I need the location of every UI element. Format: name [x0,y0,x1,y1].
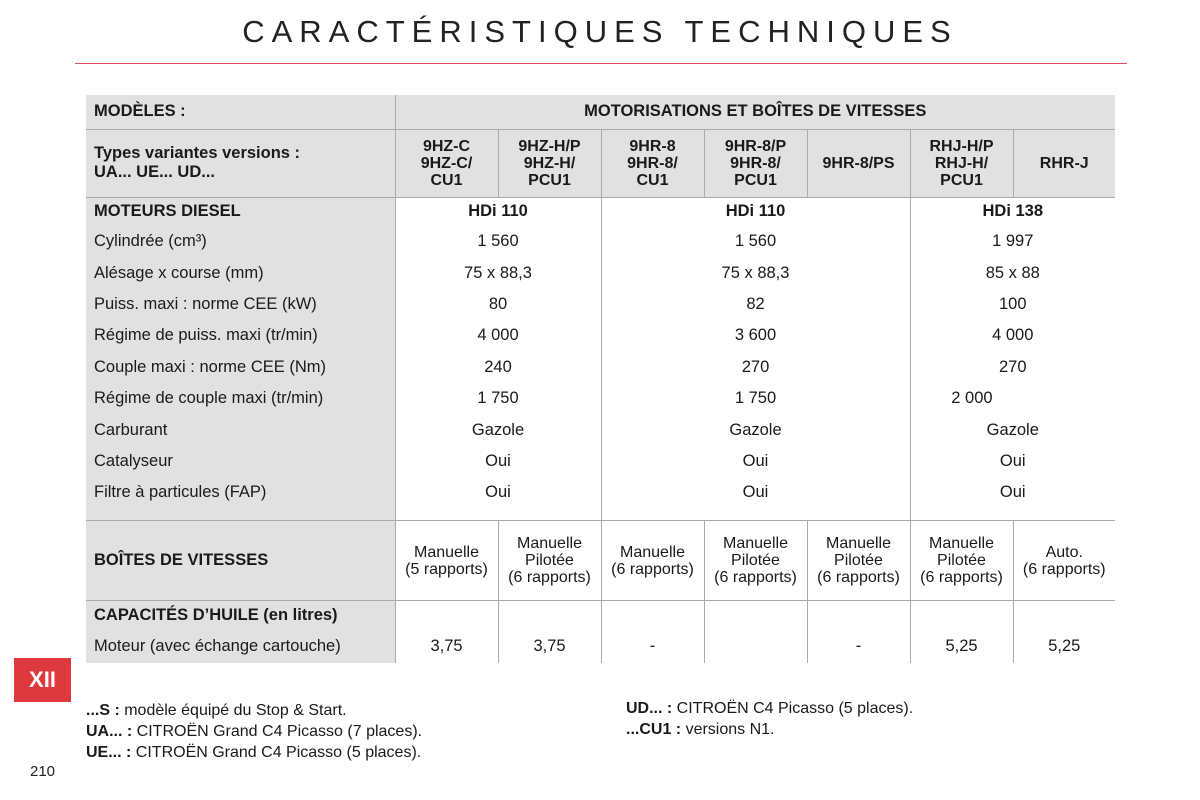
gearbox-line: Manuelle [620,543,685,561]
gearbox-line: (5 rapports) [405,560,488,578]
table-row [86,226,1115,257]
variant-line: 9HR-8/P [724,137,787,155]
row-label: Alésage x course (mm) [86,257,395,288]
page-title: CARACTÉRISTIQUES TECHNIQUES [242,14,958,49]
variant-cell [910,129,1013,197]
table-row [86,446,1115,477]
gearbox-line: Manuelle [826,535,891,553]
gearbox-line: Pilotée [937,552,986,570]
gearbox-line: Manuelle [414,543,479,561]
gearbox-cell [498,521,601,601]
gearbox-line: Manuelle [929,535,994,553]
variant-line: CU1 [636,171,669,189]
variant-line: 9HZ-C [422,137,471,155]
note-line [86,721,422,742]
variant-line: 9HR-8/ [627,154,678,172]
row-value: Gazole [986,420,1039,439]
table-row [86,477,1115,508]
engine-name: HDi 110 [601,197,910,226]
row-value: 75 x 88,3 [395,257,601,288]
gearbox-line: (6 rapports) [817,569,900,587]
row-label: Régime de couple maxi (tr/min) [86,383,395,414]
types-label-line2: UA... UE... UD... [94,163,216,181]
note-text: CITROËN Grand C4 Picasso (7 places). [132,723,423,740]
note-key: UA... : [86,723,133,740]
row-label: Filtre à particules (FAP) [86,477,395,508]
row-value: Oui [999,451,1026,470]
note-text: CITROËN C4 Picasso (5 places). [672,700,914,717]
oil-value: - [807,631,910,663]
oil-value: - [601,631,704,663]
engine-name: HDi 110 [395,197,601,226]
row-value: 1 560 [395,226,601,257]
note-key: UE... : [86,744,132,761]
row-value: Oui [395,477,601,508]
variant-line: 9HZ-H/ [523,154,576,172]
page-number: 210 [30,763,56,780]
variant-line: RHJ-H/P [929,137,994,155]
table-row [86,289,1115,320]
oil-value: 5,25 [910,631,1013,663]
gearbox-cell [910,521,1013,601]
row-value: 75 x 88,3 [601,257,910,288]
oil-row-label: Moteur (avec échange cartouche) [86,631,395,663]
variant-line: 9HR-8/ [730,154,781,172]
variant-line: PCU1 [940,171,983,189]
note-key: UD... : [626,700,673,717]
row-value: 4 000 [395,320,601,351]
note-line [86,700,422,721]
table-row [86,320,1115,351]
types-label-line1: Types variantes versions : [94,144,301,162]
row-value: 270 [601,352,910,383]
note-text: modèle équipé du Stop & Start. [119,702,347,719]
row-label: Régime de puiss. maxi (tr/min) [86,320,395,351]
row-value: Oui [601,477,910,508]
gearbox-label: BOÎTES DE VITESSES [86,521,395,601]
row-value: Oui [999,483,1026,502]
row-value: 4 000 [992,326,1034,345]
row-label: Catalyseur [86,446,395,477]
notes-right [626,698,913,740]
couple-split-cell [910,383,1115,414]
technical-specs-table [86,95,1115,663]
variant-cell [601,129,704,197]
gearbox-line: Auto. [1045,543,1083,561]
gearbox-line: (6 rapports) [920,569,1003,587]
diesel-engines-label: MOTEURS DIESEL [86,197,395,226]
row-value: 100 [998,294,1027,313]
variant-cell [807,129,910,197]
note-text: versions N1. [681,721,775,738]
oil-value: 3,75 [498,631,601,663]
row-label: Couple maxi : norme CEE (Nm) [86,352,395,383]
gearbox-row [86,521,1115,601]
row-value: 270 [998,357,1027,376]
note-text: CITROËN Grand C4 Picasso (5 places). [131,744,422,761]
table-row [86,257,1115,288]
row-value: Gazole [395,414,601,445]
row-value: Gazole [601,414,910,445]
oil-value: 5,25 [1048,637,1081,656]
gearbox-line: (6 rapports) [1022,560,1106,578]
gearbox-cell [1013,521,1115,601]
variant-cell [395,129,498,197]
row-value: 1 750 [601,383,910,414]
row-value: Oui [601,446,910,477]
note-key: ...S : [86,702,120,719]
row-value: 3 600 [601,320,910,351]
row-value: 1 560 [601,226,910,257]
variant-line: 9HR-8/PS [822,154,895,172]
notes-left [86,700,422,763]
gearbox-line: (6 rapports) [611,560,694,578]
note-line [86,742,422,763]
variant-cell [704,129,807,197]
motorisations-header: MOTORISATIONS ET BOÎTES DE VITESSES [395,95,1115,129]
title-divider [75,63,1127,64]
row-value: 82 [601,289,910,320]
row-value: 80 [395,289,601,320]
variant-line: PCU1 [734,171,777,189]
variant-line: 9HZ-H/P [518,137,581,155]
variant-line: 9HZ-C/ [420,154,473,172]
oil-value: 3,75 [395,631,498,663]
variant-line: PCU1 [528,171,571,189]
types-label [86,129,395,197]
oil-value [704,631,807,663]
models-label: MODÈLES : [86,95,395,129]
row-label: Puiss. maxi : norme CEE (kW) [86,289,395,320]
gearbox-cell [807,521,910,601]
gearbox-line: Pilotée [525,552,574,570]
row-value: 1 997 [992,232,1034,251]
oil-row [86,631,1115,663]
note-line [626,698,913,719]
gearbox-cell [601,521,704,601]
row-value: 2 000 [951,389,993,408]
gearbox-line: (6 rapports) [508,569,591,587]
gearbox-line: Manuelle [517,535,582,553]
row-value: 85 x 88 [985,263,1040,282]
table-row [86,383,1115,414]
note-line [626,719,913,740]
gearbox-line: (6 rapports) [714,569,797,587]
gearbox-line: Pilotée [731,552,780,570]
row-value: Oui [395,446,601,477]
variant-line: RHJ-H/ [934,154,989,172]
engine-name: HDi 138 [982,202,1044,221]
row-value: 1 750 [395,383,601,414]
variant-line: RHR-J [1039,154,1089,172]
row-value: 240 [395,352,601,383]
variant-line: 9HR-8 [629,137,676,155]
oil-capacity-label: CAPACITÉS D’HUILE (en litres) [86,601,395,631]
row-label: Carburant [86,414,395,445]
variant-line: CU1 [430,171,463,189]
variant-cell [498,129,601,197]
table-row [86,352,1115,383]
chapter-tab: XII [14,658,71,702]
gearbox-line: Manuelle [723,535,788,553]
note-key: ...CU1 : [626,721,682,738]
gearbox-cell [704,521,807,601]
gearbox-cell [395,521,498,601]
variant-cell [1013,129,1115,197]
gearbox-line: Pilotée [834,552,883,570]
table-row [86,414,1115,445]
row-label: Cylindrée (cm³) [86,226,395,257]
